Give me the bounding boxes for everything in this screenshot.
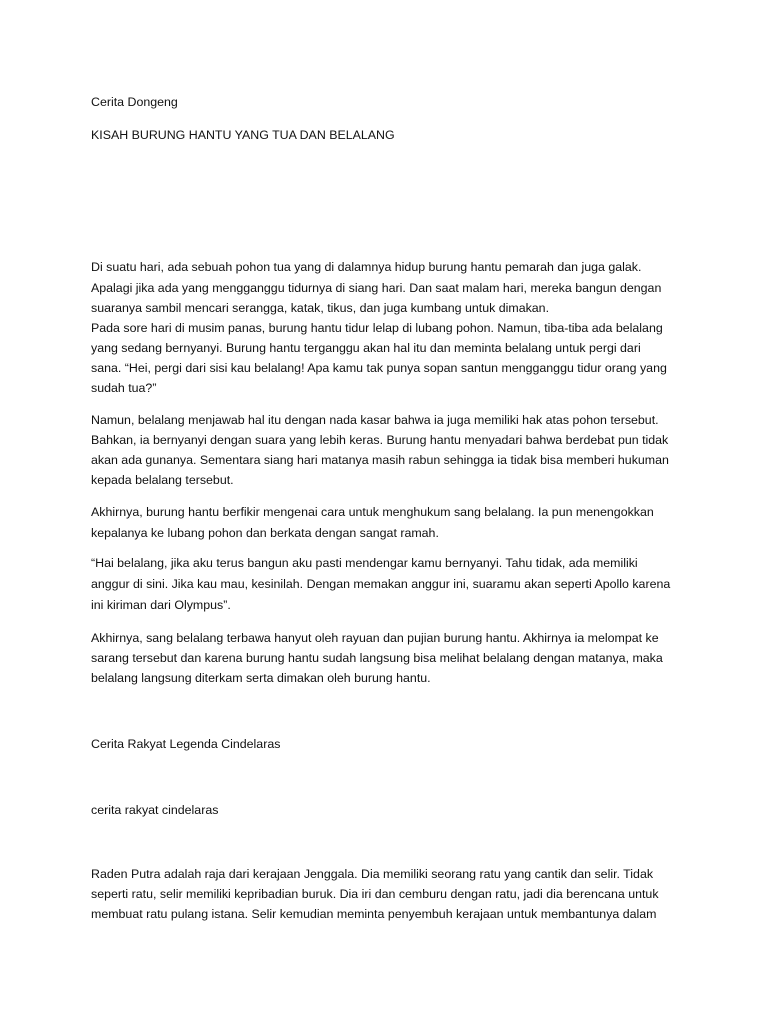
paragraph-line: membuat ratu pulang istana. Selir kemudian meminta penyembuh kerajaan untuk membantunya dalam	[91, 907, 657, 921]
paragraph-line: sudah tua?”	[91, 381, 157, 395]
section-heading: Cerita Rakyat Legenda Cindelaras	[91, 737, 281, 751]
paragraph-line: sana. “Hei, pergi dari sisi kau belalang! Apa kamu tak punya sopan santun mengganggu tidur orang yang	[91, 361, 667, 375]
paragraph-line: “Hai belalang, jika aku terus bangun aku pasti mendengar kamu bernyanyi. Tahu tidak, ada memiliki	[91, 556, 638, 570]
paragraph-line: Akhirnya, sang belalang terbawa hanyut oleh rayuan dan pujian burung hantu. Akhirnya ia melompat ke	[91, 631, 659, 645]
paragraph-line: Raden Putra adalah raja dari kerajaan Jenggala. Dia memiliki seorang ratu yang cantik dan selir. Tidak	[91, 867, 654, 881]
paragraph-line: seperti ratu, selir memiliki kepribadian buruk. Dia iri dan cemburu dengan ratu, jadi dia berencana untuk	[91, 887, 659, 901]
paragraph-line: Di suatu hari, ada sebuah pohon tua yang di dalamnya hidup burung hantu pemarah dan juga galak.	[91, 260, 642, 274]
paragraph-line: sarang tersebut dan karena burung hantu sudah langsung bisa melihat belalang dengan matanya, maka	[91, 651, 663, 665]
paragraph-line: Apalagi jika ada yang mengganggu tidurnya di siang hari. Dan saat malam hari, mereka bangun dengan	[91, 281, 662, 295]
paragraph-line: Pada sore hari di musim panas, burung hantu tidur lelap di lubang pohon. Namun, tiba-tiba ada belalang	[91, 321, 663, 335]
paragraph-line: Akhirnya, burung hantu berfikir mengenai cara untuk menghukum sang belalang. Ia pun menengokkan	[91, 505, 654, 519]
paragraph-line: belalang langsung diterkam serta dimakan oleh burung hantu.	[91, 671, 431, 685]
document-heading: Cerita Dongeng	[91, 95, 178, 109]
paragraph-line: anggur di sini. Jika kau mau, kesinilah. Dengan memakan anggur ini, suaramu akan seperti Apollo karena	[91, 577, 671, 591]
paragraph-line: Namun, belalang menjawab hal itu dengan nada kasar bahwa ia juga memiliki hak atas pohon tersebut.	[91, 413, 659, 427]
image-caption: cerita rakyat cindelaras	[91, 803, 219, 817]
paragraph-line: suaranya sambil mencari serangga, katak, tikus, dan juga kumbang untuk dimakan.	[91, 301, 550, 315]
paragraph-line: yang sedang bernyanyi. Burung hantu terganggu akan hal itu dan meminta belalang untuk pergi dari	[91, 341, 641, 355]
paragraph-line: Bahkan, ia bernyanyi dengan suara yang lebih keras. Burung hantu menyadari bahwa berdebat pun tidak	[91, 433, 669, 447]
story-title: KISAH BURUNG HANTU YANG TUA DAN BELALANG	[91, 128, 395, 142]
paragraph-line: ini kiriman dari Olympus”.	[91, 598, 231, 612]
paragraph-line: kepada belalang tersebut.	[91, 473, 234, 487]
paragraph-line: kepalanya ke lubang pohon dan berkata dengan sangat ramah.	[91, 526, 439, 540]
paragraph-line: akan ada gunanya. Sementara siang hari matanya masih rabun sehingga ia tidak bisa memberi hukuman	[91, 453, 669, 467]
